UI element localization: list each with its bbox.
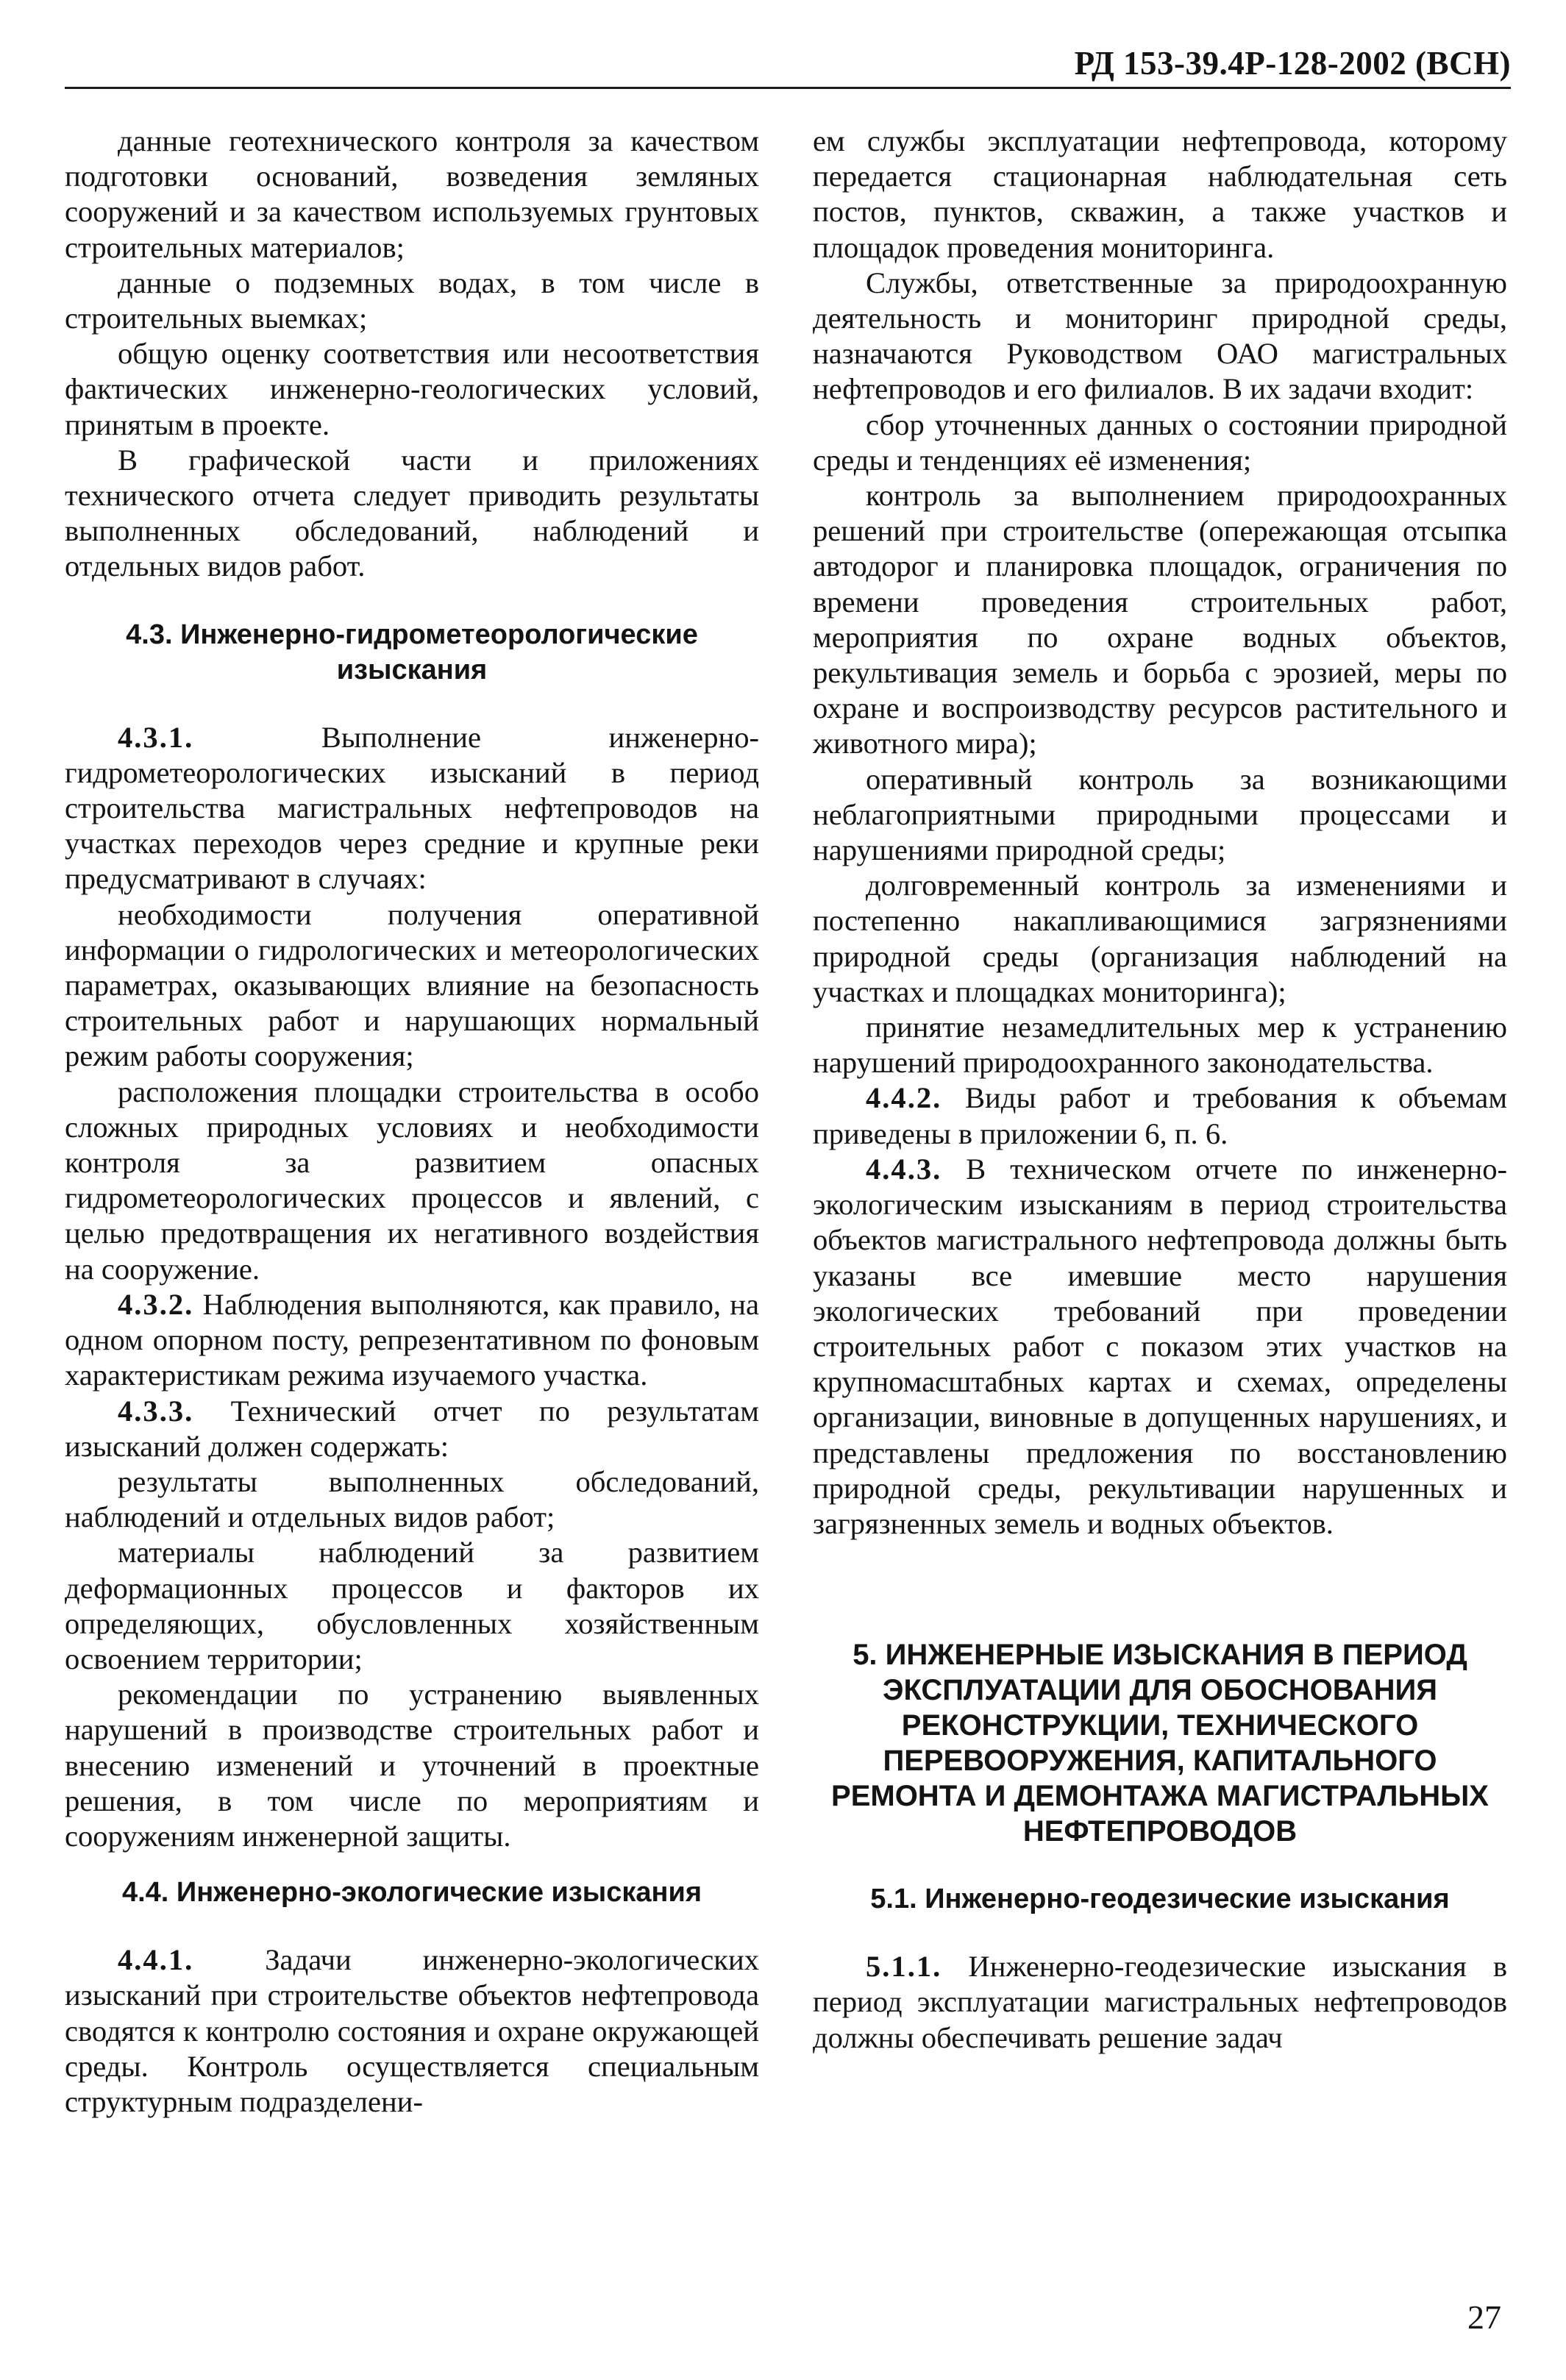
paragraph: расположения площадки строительства в особо сложных природных условиях и необходимости контроля за развитием опасных гидрометеорологических процессов и явлений, с целью предотвращения их негативного воздействия на сооружение. [65, 1075, 759, 1286]
paragraph-continued: ем службы эксплуатации нефтепровода, которому передается стационарная наблюдательная сеть постов, пунктов, скважин, а также участков и площадок проведения мониторинга. [813, 124, 1507, 264]
clause-number: 4.4.3. [866, 1152, 942, 1186]
clause-text: Технический отчет по результатам изысканий должен содержать: [65, 1394, 759, 1463]
clause-text: Виды работ и требования к объемам приведены в приложении 6, п. 6. [813, 1081, 1507, 1150]
paragraph-5-1-1 [813, 1949, 1507, 2056]
section-heading-4-4: 4.4. Инженерно-экологические изыскания [121, 1877, 702, 1909]
page-number: 27 [1467, 2298, 1501, 2336]
clause-number: 4.3.1. [118, 720, 194, 754]
clause-number: 4.4.2. [866, 1081, 942, 1115]
paragraph: В графической части и приложениях технического отчета следует приводить результаты выполненных обследований, наблюдений и отдельных видов работ. [65, 443, 759, 583]
section-heading-4-3: 4.3. Инженерно-гидрометеорологические изыскания [126, 619, 698, 685]
clause-text: Выполнение инженерно-гидрометеорологических изысканий в период строительства магистральных нефтепроводов на участках переходов через средние и крупные реки предусматривают в случаях: [65, 720, 759, 896]
clause-number: 4.3.2. [118, 1287, 194, 1321]
paragraph-4-4-2 [813, 1080, 1507, 1151]
clause-text: Наблюдения выполняются, как правило, на одном опорном посту, репрезентативном по фоновым характеристикам режима изучаемого участка. [65, 1287, 759, 1392]
paragraph: необходимости получения оперативной информации о гидрологических и метеорологических параметрах, оказывающих влияние на безопасность строительных работ и нарушающих нормальный режим работы сооружения; [65, 897, 759, 1073]
chapter-heading-5: 5. ИНЖЕНЕРНЫЕ ИЗЫСКАНИЯ В ПЕРИОД ЭКСПЛУАТАЦИИ ДЛЯ ОБОСНОВАНИЯ РЕКОНСТРУКЦИИ, ТЕХНИЧЕСКОГО ПЕРЕВООРУЖЕНИЯ, КАПИТАЛЬНОГО РЕМОНТА И ДЕМОНТАЖА МАГИСТРАЛЬНЫХ НЕФТЕПРОВОДОВ [831, 1639, 1489, 1848]
clause-text: В техническом отчете по инженерно-экологическим изысканиям в период строительства объектов магистрального нефтепровода должны быть указаны все имевшие место нарушения экологических требований при проведении строительных работ с показом этих участков на крупномасштабных картах и схемах, определены организации, виновные в допущенных нарушениях, и представлены предложения по восстановлению природной среды, рекультивации нарушенных и загрязненных земель и водных объектов. [813, 1152, 1507, 1540]
document-code: РД 153-39.4Р-128-2002 (ВСН) [1074, 45, 1511, 82]
paragraph: рекомендации по устранению выявленных нарушений в производстве строительных работ и внесению изменений и уточнений в проектные решения, в том числе по мероприятиям и сооружениям инженерной защиты. [65, 1678, 759, 1853]
paragraph: данные геотехнического контроля за качеством подготовки оснований, возведения земляных сооружений и за качеством используемых грунтовых строительных материалов; [65, 124, 759, 264]
paragraph-4-3-3 [65, 1394, 759, 1464]
paragraph: контроль за выполнением природоохранных решений при строительстве (опережающая отсыпка автодорог и планировка площадок, ограничения по времени проведения строительных работ, мероприятия по охране водных объектов, рекультивация земель и борьба с эрозией, меры по охране и воспроизводству ресурсов растительного и животного мира); [813, 479, 1507, 760]
paragraph: результаты выполненных обследований, наблюдений и отдельных видов работ; [65, 1464, 759, 1534]
paragraph: общую оценку соответствия или несоответствия фактических инженерно-геологических условий, принятым в проекте. [65, 337, 759, 441]
clause-number: 5.1.1. [866, 1950, 942, 1984]
paragraph: сбор уточненных данных о состоянии природной среды и тенденциях её изменения; [813, 407, 1507, 477]
paragraph: долговременный контроль за изменениями и постепенно накапливающимися загрязнениями природной среды (организация наблюдений на участках и площадках мониторинга); [813, 869, 1507, 1008]
clause-text: Задачи инженерно-экологических изысканий при строительстве объектов нефтепровода сводятся к контролю состояния и охране окружающей среды. Контроль осуществляется специальным структурным подразделени- [65, 1943, 759, 2118]
paragraph: данные о подземных водах, в том числе в строительных выемках; [65, 266, 759, 335]
paragraph: оперативный контроль за возникающими неблагоприятными природными процессами и нарушениями природной среды; [813, 762, 1507, 867]
clause-text: Инженерно-геодезические изыскания в период эксплуатации магистральных нефтепроводов должны обеспечивать решение задач [813, 1950, 1507, 2054]
paragraph-4-3-1 [65, 720, 759, 897]
paragraph: Службы, ответственные за природоохранную деятельность и мониторинг природной среды, назначаются Руководством ОАО магистральных нефтепроводов и его филиалов. В их задачи входит: [813, 266, 1507, 406]
paragraph-4-4-1 [65, 1942, 759, 2120]
left-column [65, 124, 759, 2120]
paragraph-4-4-3 [813, 1152, 1507, 1542]
paragraph-4-3-2 [65, 1287, 759, 1394]
paragraph: принятие незамедлительных мер к устранению нарушений природоохранного законодательства. [813, 1011, 1507, 1080]
paragraph: материалы наблюдений за развитием деформационных процессов и факторов их определяющих, обусловленных хозяйственным освоением территории; [65, 1536, 759, 1675]
clause-number: 4.3.3. [118, 1394, 194, 1428]
right-column [813, 124, 1507, 2056]
section-heading-5-1: 5.1. Инженерно-геодезические изыскания [870, 1884, 1450, 1915]
page-header [65, 35, 1511, 89]
clause-number: 4.4.1. [118, 1943, 194, 1977]
